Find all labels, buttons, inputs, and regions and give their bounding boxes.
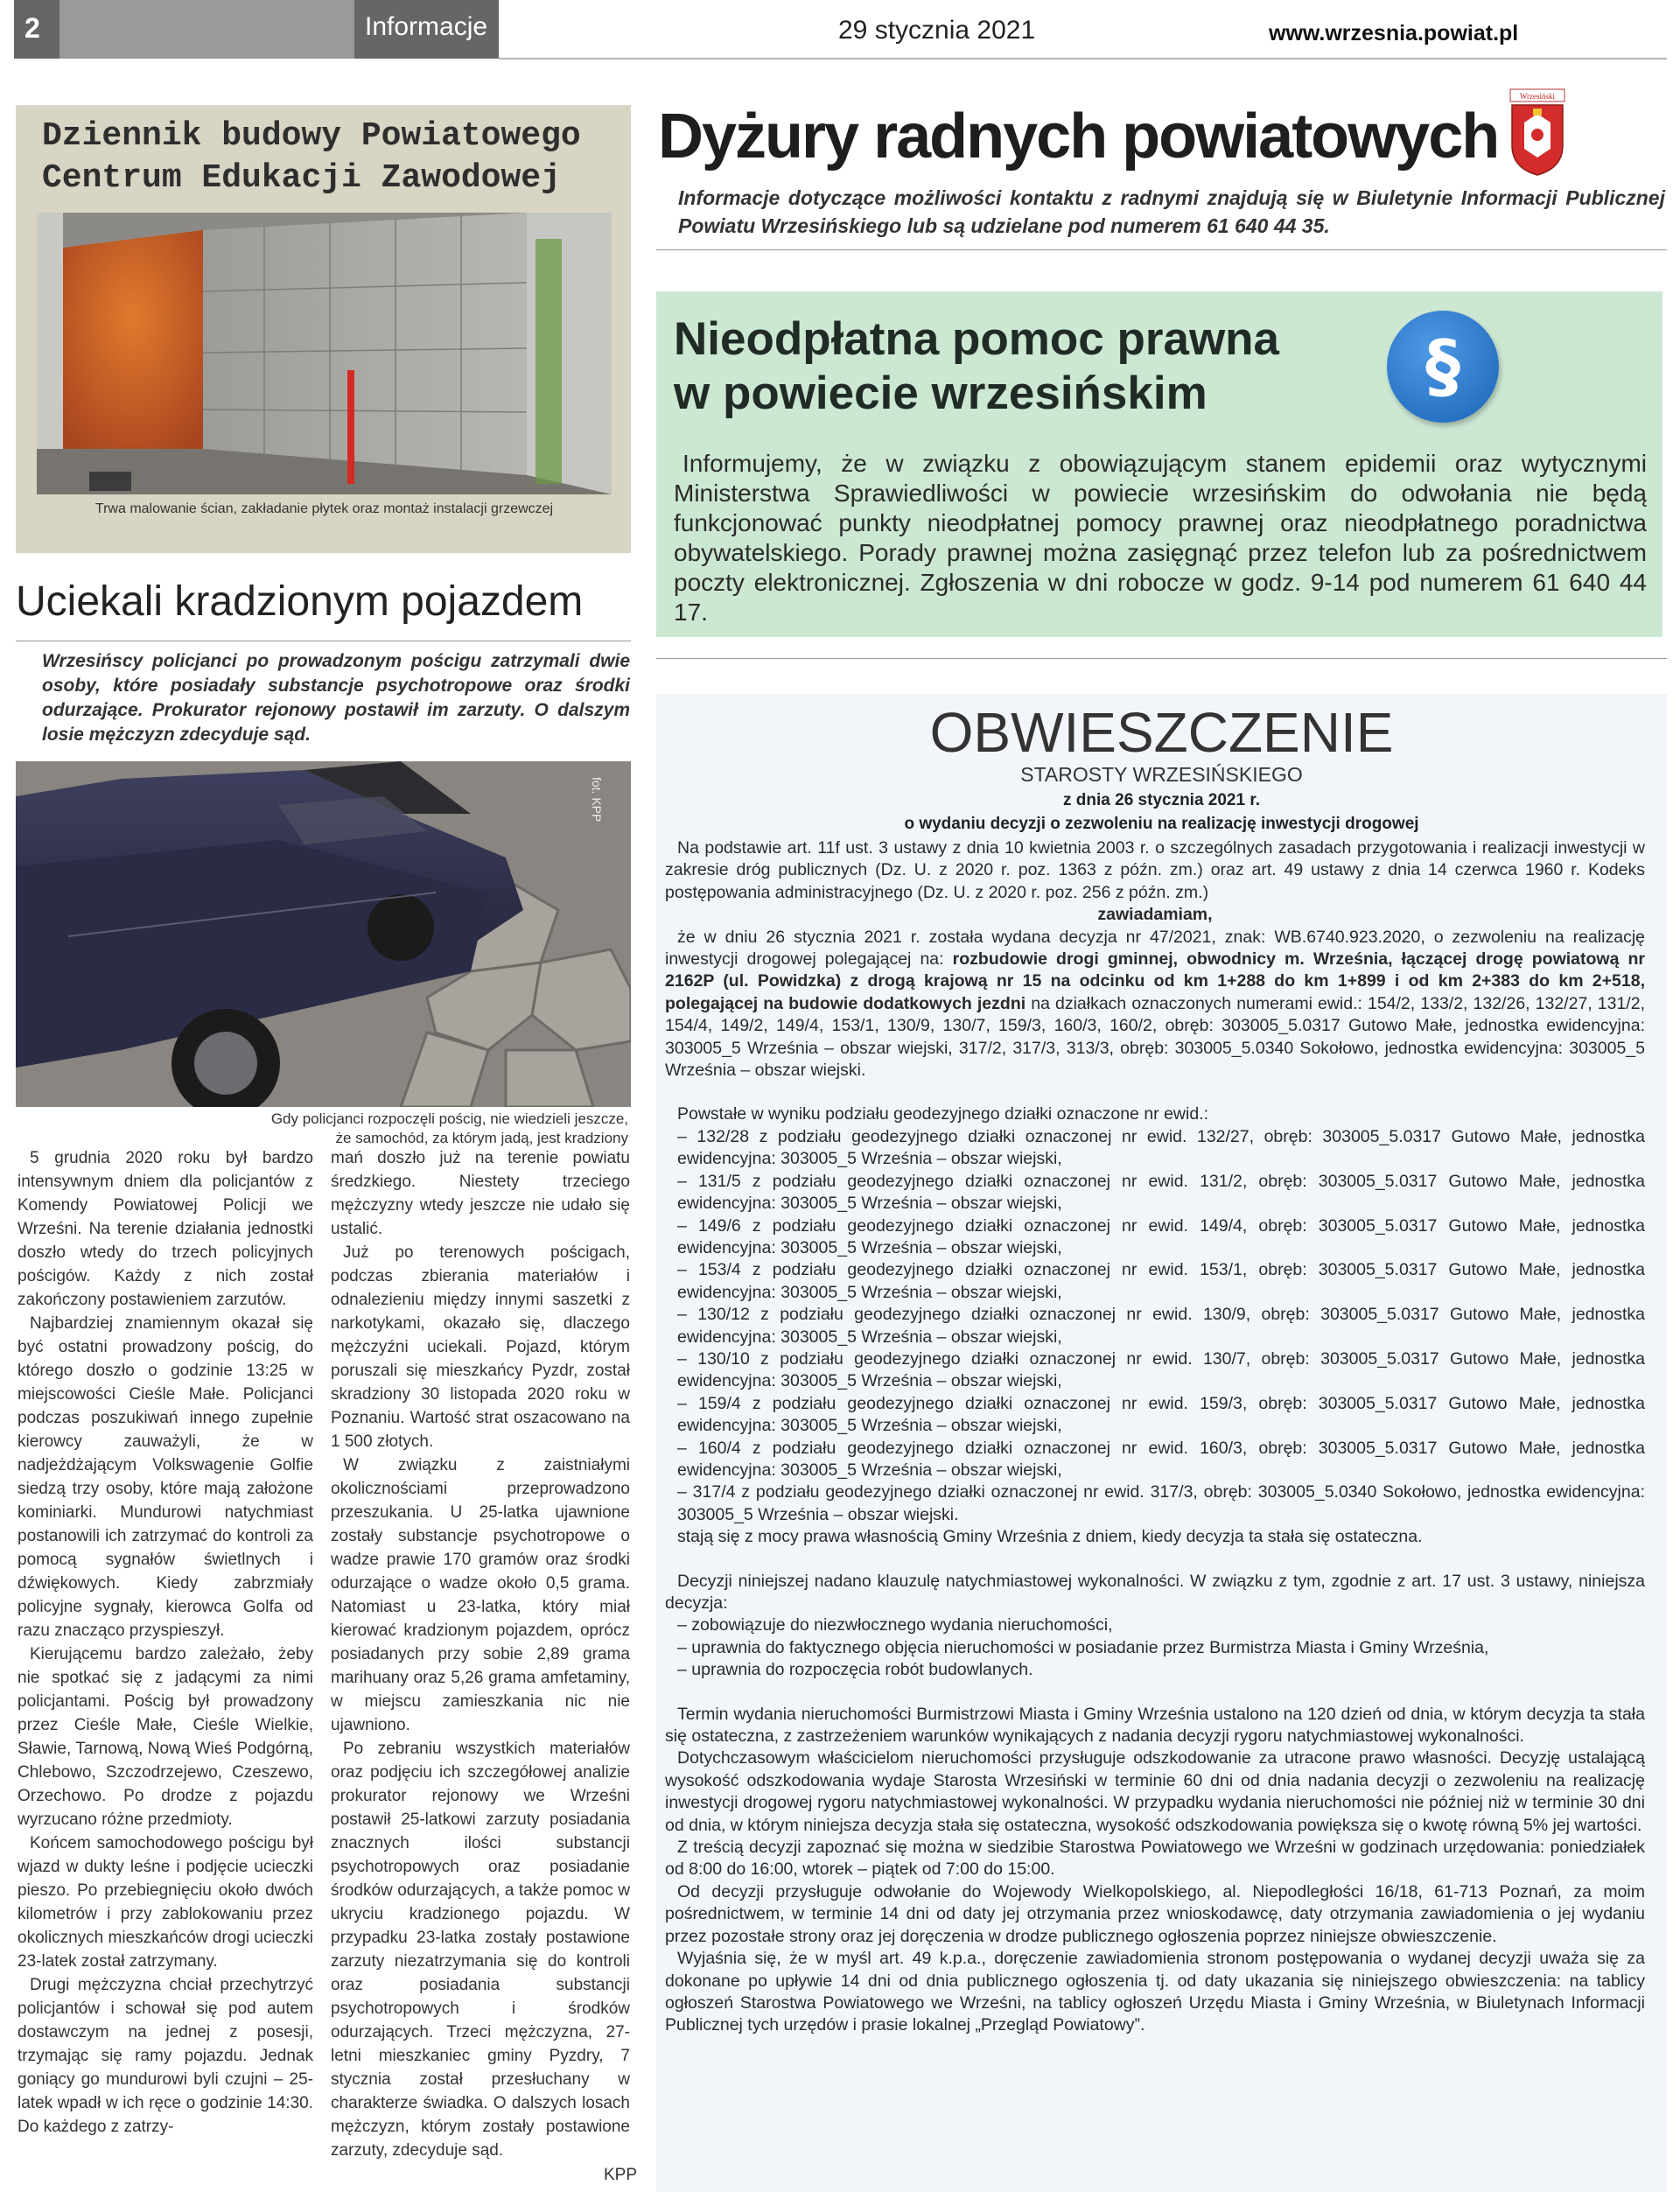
stolen-car-photo	[16, 761, 631, 1107]
notice-notify: zawiadamiam,	[1097, 905, 1213, 925]
notice-paragraph: Termin wydania nieruchomości Burmistrzowi Miasta i Gminy Września ustalono na 120 dzień od dnia, w którym decyzja ta stała się ostateczna, z zastrzeżeniem warunków wynikających z nadania decyzji rygoru natychmiastowej wykonalności.	[665, 1704, 1645, 1747]
notice-purpose: o wydaniu decyzji o zezwoleniu na realizację inwestycji drogowej	[904, 815, 1419, 833]
parcel-item: – 131/5 z podziału geodezyjnego działki oznaczonej nr ewid. 131/2, obręb: 303005_5.0317 Gutowo Małe, jednostka ewidencyjna: 303005_5 Września – obszar wiejski,	[677, 1171, 1645, 1214]
parcels-intro: Powstałe w wyniku podziału geodezyjnego działki oznaczone nr ewid.:	[677, 1104, 1209, 1124]
car-caption-line1: Gdy policjanci rozpoczęli pościg, nie wiedzieli jeszcze,	[270, 1110, 628, 1127]
rigor-item: – zobowiązuje do niezwłocznego wydania nieruchomości,	[677, 1615, 1113, 1635]
article-lead: Wrzesińscy policjanci po prowadzonym pościgu zatrzymali dwie osoby, które posiadały substancje psychotropowe oraz środki odurzające. Prokurator rejonowy postawił im zarzuty. O dalszym losie mężczyzn zdecyduje sąd.	[42, 651, 630, 745]
article-column-1	[18, 1146, 313, 2139]
article-paragraph: Najbardziej znamiennym okazał się być ostatni prowadzony pościg, do którego doszło o godzinie 13:25 w miejscowości Cieśle Małe. Policjanci podczas poszukiwań innego zupełnie kierowcy zauważyli, że w nadjeżdżającym Volkswagenie Golfie siedzą trzy osoby, które mają założone kominiarki. Mundurowi natychmiast postanowili ich zatrzymać do kontroli za pomocą sygnałów świetlnych i dźwiękowych. Kiedy zabrzmiały policyjne sygnały, kierowca Golfa od razu znacząco przyspieszył.	[18, 1314, 313, 1640]
article-column-2	[331, 1146, 630, 2162]
svg-text:Wrzesiński: Wrzesiński	[1519, 92, 1556, 101]
section-label: Informacje	[354, 0, 499, 59]
parcel-item: – 159/4 z podziału geodezyjnego działki oznaczonej nr ewid. 159/3, obręb: 303005_5.0317 Gutowo Małe, jednostka ewidencyjna: 303005_5 Września – obszar wiejski,	[677, 1393, 1645, 1436]
article-paragraph: Kierującemu bardzo zależało, żeby nie spotkać się z jadącymi za nimi policjantami. Pościg był prowadzony przez Cieśle Małe, Cieśle Wielkie, Sławie, Tarnową, Nową Wieś Podgórną, Chlebowo, Szczodrzejewo, Czeszewo, Orzechowo. Po drodze z pojazdu wyrzucano różne przedmioty.	[18, 1645, 313, 1829]
article-paragraph: mań doszło już na terenie powiatu średzkiego. Niestety trzeciego mężczyzny wtedy jeszcze nie udało się ustalić.	[331, 1149, 630, 1238]
diary-title-line1: Dziennik budowy Powiatowego	[42, 117, 581, 155]
car-caption-line2: że samochód, za którym jadą, jest kradziony	[335, 1130, 628, 1146]
decision-bold: rozbudowie drogi gminnej, obwodnicy m. Września, łączącej drogę powiatową nr 2162P (ul. Powidzka) z drogą krajową nr 15 na odcinku od km 1+288 do km 1+899 i od km 2+383 do km 2+518, polegającej na budowie dodatkowych jezdni	[665, 949, 1645, 1013]
paragraph-section-icon: §	[1387, 311, 1499, 423]
legal-aid-box	[656, 291, 1662, 637]
header-rule	[499, 58, 1667, 60]
notice-body	[665, 837, 1645, 2037]
notice-paragraph: Z treścią decyzji zapoznać się można w siedzibie Starostwa Powiatowego we Wrześni w godzinach urzędowania: poniedziałek od 8:00 do 16:00, wtorek – piątek od 7:00 do 15:00.	[665, 1838, 1645, 1880]
notice-paragraph: Wyjaśnia się, że w myśl art. 49 k.p.a., doręczenie zawiadomienia stronom postępowania o wydanej decyzji uważa się za dokonane po upływie 14 dni od dnia publicznego ogłoszenia tj. od daty ukazania się niniejszego obwieszczenia: na tablicy ogłoszeń Starostwa Powiatowego we Wrześni, na tablicy ogłoszeń Urzędu Miasta i Gminy Września, w Biuletynach Informacji Publicznej tych urzędów i prasie lokalnej „Przegląd Powiatowy”.	[665, 1949, 1645, 2035]
construction-photo	[37, 213, 612, 494]
parcels-outro: stają się z mocy prawa własnością Gminy Września z dniem, kiedy decyzja ta stała się ostateczna.	[677, 1527, 1423, 1547]
diary-title-line2: Centrum Edukacji Zawodowej	[42, 159, 561, 197]
article-paragraph: Drugi mężczyzna chciał przechytrzyć policjantów i schował się pod autem dostawczym na jednej z posesji, trzymając się ramy pojazdu. Jednak goniący go mundurowi byli czujni – 25-latek wpadł w ich ręce o godzinie 14:30. Do każdego z zatrzy-	[18, 1976, 313, 2136]
notice-decision	[665, 927, 1645, 1082]
decision-start: że w dniu 26 stycznia 2021 r. została wydana decyzja nr 47/2021, znak: WB.6740.923.2020, o zezwoleniu na realizację inwestycji drogowej polegającej na:	[665, 927, 1645, 970]
legal-aid-title-line1: Nieodpłatna pomoc prawna	[674, 313, 1280, 365]
parcel-item: – 132/28 z podziału geodezyjnego działki oznaczonej nr ewid. 132/27, obręb: 303005_5.0317 Gutowo Małe, jednostka ewidencyjna: 303005_5 Września – obszar wiejski,	[677, 1126, 1645, 1169]
notice-subtitle: STAROSTY WRZESIŃSKIEGO	[1020, 763, 1303, 786]
notice-date: z dnia 26 stycznia 2021 r.	[1063, 791, 1260, 809]
parcel-item: – 130/10 z podziału geodezyjnego działki oznaczonej nr ewid. 130/7, obręb: 303005_5.0317 Gutowo Małe, jednostka ewidencyjna: 303005_5 Września – obszar wiejski,	[677, 1348, 1645, 1391]
diary-title	[42, 116, 620, 200]
section-rule	[656, 249, 1667, 250]
diary-photo-caption: Trwa malowanie ścian, zakładanie płytek oraz montaż instalacji grzewczej	[94, 501, 554, 516]
parcel-item: – 160/4 z podziału geodezyjnego działki oznaczonej nr ewid. 160/3, obręb: 303005_5.0317 Gutowo Małe, jednostka ewidencyjna: 303005_5 Września – obszar wiejski,	[677, 1438, 1645, 1480]
article-paragraph: 5 grudnia 2020 roku był bardzo intensywnym dniem dla policjantów z Komendy Powiatowej Policji we Wrześni. Na terenie działania jednostki doszło wtedy do trzech policyjnych pościgów. Każdy z nich został zakończony postawieniem zarzutów.	[18, 1149, 313, 1309]
rigor-intro: Decyzji niniejszej nadano klauzulę natychmiastowej wykonalności. W związku z tym, zgodnie z art. 17 ust. 3 ustawy, niniejsza decyzja:	[665, 1571, 1645, 1613]
councillors-duty-text: Informacje dotyczące możliwości kontaktu z radnymi znajdują się w Biuletynie Informacji Publicznej Powiatu Wrzesińskiego lub są udzielane pod numerem 61 640 44 35.	[678, 186, 1665, 237]
article-paragraph: Końcem samochodowego pościgu był wjazd w dukty leśne i podjęcie ucieczki pieszo. Po przebiegnięciu około dwóch kilometrów i przy zablokowaniu przez okolicznych mieszkańców drogi ucieczki 23-latek został zatrzymany.	[18, 1834, 313, 1971]
notice-title: OBWIESZCZENIE	[929, 701, 1394, 764]
site-url[interactable]: www.wrzesnia.powiat.pl	[1269, 21, 1519, 46]
legal-aid-title	[674, 312, 1374, 421]
article-paragraph: W związku z zaistniałymi okolicznościami przeprowadzono przeszukania. U 25-latka ujawnione zostały substancje psychotropowe o wadze prawie 170 gramów oraz środki odurzające o wadze około 0,5 grama. Natomiast u 23-latka, który miał kierować kradzionym pojazdem, oprócz posiadanych przy sobie 2,89 grama marihuany oraz 5,26 grama amfetaminy, w miejscu zamieszkania nic nie ujawniono.	[331, 1456, 630, 1734]
car-photo-caption	[16, 1110, 628, 1148]
photo-credit: fot. KPP	[590, 777, 604, 823]
legal-aid-title-line2: w powiecie wrzesińskim	[674, 368, 1208, 419]
spacer	[665, 1082, 1645, 1103]
notice-legal-basis: Na podstawie art. 11f ust. 3 ustawy z dnia 10 kwietnia 2003 r. o szczególnych zasadach przygotowania i realizacji inwestycji w zakresie dróg publicznych (Dz. U. z 2020 r. poz. 1363 z późn. zm.) oraz art. 49 ustawy z dnia 14 czerwca 1960 r. Kodeks postępowania administracyjnego (Dz. U. z 2020 r. poz. 256 z późn. zm.)	[665, 838, 1645, 902]
article-signature: KPP	[604, 2166, 638, 2184]
parcel-item: – 149/6 z podziału geodezyjnego działki oznaczonej nr ewid. 149/4, obręb: 303005_5.0317 Gutowo Małe, jednostka ewidencyjna: 303005_5 Września – obszar wiejski,	[677, 1215, 1645, 1257]
section-rule	[656, 658, 1667, 659]
parcel-item: – 317/4 z podziału geodezyjnego działki oznaczonej nr ewid. 317/3, obręb: 303005_5.0340 Sokołowo, jednostka ewidencyjna: 303005_5 Września – obszar wiejski.	[677, 1482, 1645, 1524]
spacer	[665, 1549, 1645, 1571]
rigor-item: – uprawnia do rozpoczęcia robót budowlanych.	[677, 1660, 1033, 1680]
county-crest-icon	[1507, 84, 1568, 177]
article-title: Uciekali kradzionym pojazdem	[16, 578, 584, 625]
article-paragraph: Już po terenowych pościgach, podczas zbierania materiałów i odnalezieniu między innymi saszetki z narkotykami, okazało się, dlaczego mężczyźni uciekali. Pojazd, którym poruszali się mieszkańcy Pyzdr, został skradziony 30 listopada 2020 roku w Poznaniu. Wartość strat oszacowano na 1 500 złotych.	[331, 1243, 630, 1451]
parcel-item: – 130/12 z podziału geodezyjnego działki oznaczonej nr ewid. 130/9, obręb: 303005_5.0317 Gutowo Małe, jednostka ewidencyjna: 303005_5 Września – obszar wiejski,	[677, 1305, 1645, 1347]
parcel-item: – 153/4 z podziału geodezyjnego działki oznaczonej nr ewid. 153/1, obręb: 303005_5.0317 Gutowo Małe, jednostka ewidencyjna: 303005_5 Września – obszar wiejski,	[677, 1260, 1645, 1302]
notice-paragraph: Dotychczasowym właścicielom nieruchomości przysługuje odszkodowanie za utracone prawo własności. Decyzję ustalającą wysokość odszkodowania wydaje Starosta Wrzesiński w terminie 60 dni od dnia nadania decyzji o zezwoleniu na realizację inwestycji drogowej rygoru natychmiastowej wykonalności. W przypadku wydania nieruchomości nie później niż w terminie 30 dni od dnia, w którym niniejsza decyzja stała się ostateczna, wysokość odszkodowania powiększa się o kwotę równą 5% jej wartości.	[665, 1748, 1645, 1835]
issue-date: 29 stycznia 2021	[838, 16, 1036, 45]
legal-aid-text: Informujemy, że w związku z obowiązującym stanem epidemii oraz wytycznymi Ministerstwa Sprawiedliwości w powiecie wrzesińskim do odwołania nie będą funkcjonować punkty nieodpłatnej pomocy prawnej oraz nieodpłatnego poradnictwa obywatelskiego. Porady prawnej można zasięgnąć przez telefon lub za pośrednictwem poczty elektronicznej. Zgłoszenia w dni robocze w godz. 9-14 pod numerem 61 640 44 17.	[674, 450, 1647, 626]
notice-paragraph: Od decyzji przysługuje odwołanie do Wojewody Wielkopolskiego, al. Niepodległości 16/18, 61-713 Poznań, za moim pośrednictwem, w terminie 14 dni od daty jej otrzymania przez wnioskodawcę, daty otrzymania zawiadomienia o jej wydaniu przez pozostałe strony oraz jej doręczenia w drodze publicznego ogłoszenia poprzez niniejsze obwieszczenie.	[665, 1881, 1645, 1946]
rigor-item: – uprawnia do faktycznego objęcia nieruchomości w posiadanie przez Burmistrza Miasta i Gminy Września,	[677, 1637, 1489, 1657]
page-number: 2	[14, 0, 60, 59]
councillors-duty-title: Dyżury radnych powiatowych	[658, 102, 1499, 172]
decision-end: na działkach oznaczonych numerami ewid.: 154/2, 133/2, 132/26, 132/27, 131/2, 154/4, 149/2, 149/4, 153/1, 130/9, 130/7, 159/3, 160/3, 160/2, obręb: 303005_5.0317 Gutowo Małe, jednostka ewidencyjna: 303005_5 Września – obszar wiejski, 317/2, 317/3, 313/3, obręb: 303005_5.0340 Sokołowo, jednostka ewidencyjna: 303005_5 Września – obszar wiejski.	[665, 993, 1645, 1081]
spacer	[665, 1682, 1645, 1704]
article-paragraph: Po zebraniu wszystkich materiałów oraz podjęciu ich szczegółowej analizie prokurator rejonowy we Wrześni postawił 25-latkowi zarzuty posiadania znacznych ilości substancji psychotropowych oraz posiadanie środków odurzających, a także pomoc w ukryciu kradzionego pojazdu. W przypadku 23-latka zostały postawione zarzuty niezatrzymania się do kontroli oraz posiadania substancji psychotropowych i środków odurzających. Trzeci mężczyzna, 27-letni mieszkaniec gminy Pyzdry, 7 stycznia został przesłuchany w charakterze świadka. O dalszych losach mężczyzn, którym zostały postawione zarzuty, zdecyduje sąd.	[331, 1740, 630, 2160]
